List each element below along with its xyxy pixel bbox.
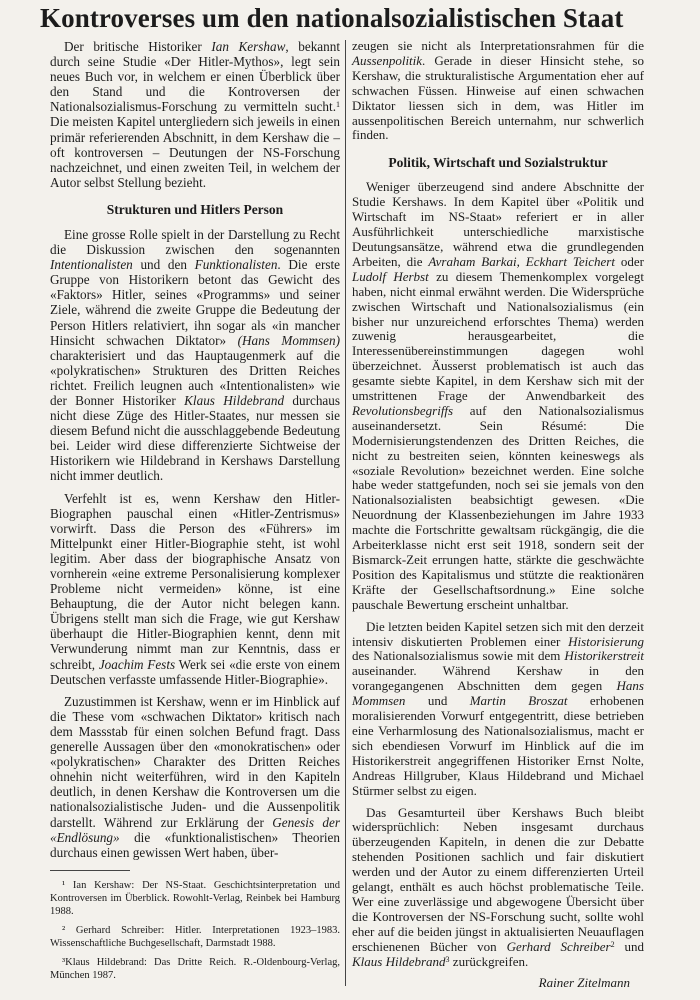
- left-column: [50, 39, 340, 988]
- footnote-ref-2: 2: [610, 939, 615, 949]
- footnote-ref-1: 1: [336, 100, 340, 110]
- author-signature: Rainer Zitelmann: [538, 975, 630, 991]
- footnote-1: ¹ Ian Kershaw: Der NS-Staat. Geschichtsinterpretation und Kontroversen im Überblick. Rowohlt-Verlag, Reinbek bei Hamburg 1988.: [50, 879, 340, 917]
- paragraph-gesamturteil: Das Gesamturteil über Kershaws Buch bleibt widersprüchlich: Neben insgesamt durchaus überzeugenden Kapiteln, in denen die zur Debatte stehenden Positionen sachlich und fair diskutiert werden und der Autor zu einem differenzierten Urteil gelangt, enthält es auch höchst problematische Teile. Wer eine zuverlässige und abgewogene Übersicht über die Kontroversen der NS-Forschung sucht, sollte wohl eher auf die beiden jüngst in aktualisierten Neuauflagen erschienenen Bücher von Gerhard Schreiber$^2$ und Klaus Hildebrand$^3$ zurückgreifen.: [352, 804, 645, 969]
- footnote-divider: [50, 870, 130, 871]
- paragraph-hitler-zentrismus: Verfehlt ist es, wenn Kershaw den Hitler-Biographen pauschal einen «Hitler-Zentrismus» vorwirft. Dass die Person des «Führers» im Mittelpunkt einer Hitler-Biographie steht, ist wohl legitim. Aber dass der biographische Ansatz von vornherein «eine extreme Personalisierung komplexer Probleme nicht vermeiden» könne, ist eine Behauptung, die der Autor nicht belegen kann. Übrigens stellt man sich die Frage, wie gut Kershaw überhaupt die Hitler-Biographien kennt, denn mit Verwunderung nimmt man zur Kenntnis, dass er schreibt, Joachim Fests Werk sei «die erste von einem Deutschen verfasste umfassende Hitler-Biographie».: [50, 490, 341, 687]
- footnote-3: ³Klaus Hildebrand: Das Dritte Reich. R.-Oldenbourg-Verlag, München 1987.: [50, 956, 340, 981]
- paragraph-schwacher-diktator: Zuzustimmen ist Kershaw, wenn er im Hinblick auf die These vom «schwachen Diktator» kritisch nach dem Massstab für einen solchen Befund fragt. Dass generelle Aussagen über den «monokratischen» oder «polykratischen» Charakter des Dritten Reiches ohnehin nicht weiterführen, wird in den Kapiteln deutlich, in denen Kershaw die Kontroversen um die nationalsozialistische Juden- und die Aussenpolitik darstellt. Während zur Erklärung der Genesis der «Endlösung» die «funktionalistischen» Theorien durchaus einen gewissen Wert haben, über-: [50, 693, 340, 860]
- author-name-kershaw: Ian Kershaw: [211, 39, 286, 54]
- footnote-2: ² Gerhard Schreiber: Hitler. Interpretationen 1923–1983. Wissenschaftliche Buchgesellschaft, Darmstadt 1988.: [50, 924, 340, 949]
- right-column: [352, 39, 644, 991]
- section-heading-politik: Politik, Wirtschaft und Sozialstruktur: [388, 155, 608, 171]
- intro-paragraph: Der britische Historiker Ian Kershaw, bekannt durch seine Studie «Der Hitler-Mythos», legt sein neues Buch vor, in welchem er einen Überblick über den Stand und die Kontroversen der Nationalsozialismus-Forschung zu vermitteln sucht.$^1$ Die meisten Kapitel untergliedern sich jeweils in einen primär referierenden Abschnitt, in dem Kershaw die – oft kontroversen – Deutungen der NS-Forschung nachzeichnet, und einen zweiten Teil, in welchem der Autor selbst Stellung bezieht.: [50, 39, 340, 190]
- footnote-ref-3: 3: [445, 954, 450, 964]
- column-divider: [345, 40, 346, 986]
- paragraph-continuation: zeugen sie nicht als Interpretationsrahmen für die Aussenpolitik. Gerade in dieser Hinsicht stehe, so Kershaw, die strukturalistische Argumentation eher auf schwachen Füssen. Hinweise auf einen schwachen Diktator liessen sich in dem, was Hitler im aussenpolitischen Bereich unternahm, nur schwerlich finden.: [352, 38, 644, 143]
- article-headline: Kontroverses um den nationalsozialistischen Staat: [40, 3, 624, 33]
- paragraph-historikerstreit: Die letzten beiden Kapitel setzen sich mit den derzeit intensiv diskutierten Problemen einer Historisierung des Nationalsozialismus sowie mit dem Historikerstreit auseinander. Während Kershaw in den vorangegangenen Abschnitten dem gegen Hans Mommsen und Martin Broszat erhobenen moralisierenden Vorwurf entgegentritt, diese betrieben eine Verharmlosung des Nationalsozialismus, macht er sich ebendiesen Vorwurf im Hinblick auf die im Historikerstreit angegriffenen Historiker Ernst Nolte, Andreas Hillgruber, Klaus Hildebrand und Michael Stürmer selbst zu eigen.: [352, 618, 644, 798]
- paragraph-intentionalisten: Eine grosse Rolle spielt in der Darstellung zu Recht die Diskussion zwischen den sogenannten Intentionalisten und den Funktionalisten. Die erste Gruppe von Historikern betont das Gewicht des «Faktors» Hitler, seines «Programms» und seiner Ziele, während die zweite Gruppe die Bedeutung der Person Hitlers relativiert, ihn sogar als «in mancher Hinsicht schwachen Diktator» (Hans Mommsen) charakterisiert und das Hauptaugenmerk auf die «polykratischen» Strukturen des Dritten Reiches richtet. Freilich leugnen auch «Intentionalisten» wie der Bonner Historiker Klaus Hildebrand durchaus nicht diese Züge des Hitler-Staates, nur messen sie diesem Befund nicht die ausschlaggebende Bedeutung bei. Leider wird diese differenzierte Sichtweise der Historikern wie Hildebrand in Kershaws Darstellung nicht immer deutlich.: [50, 226, 341, 484]
- section-heading-strukturen: Strukturen und Hitlers Person: [106, 201, 284, 217]
- paragraph-wirtschaft: Weniger überzeugend sind andere Abschnitte der Studie Kershaws. In dem Kapitel über «Politik und Wirtschaft im NS-Staat» referiert er in aller Ausführlichkeit unterschiedliche marxistische Deutungsansätze, während etwa die grundlegenden Arbeiten, die Avraham Barkai, Eckhart Teichert oder Ludolf Herbst zu diesem Themenkomplex vorgelegt haben, nicht einmal erwähnt werden. Die Widersprüche zwischen Wirtschaft und Nationalsozialismus (ein bisher nur unzureichend erforschtes Thema) werden zuwenig herausgearbeitet, die Interessenübereinstimmungen dagegen wohl überzeichnet. Äusserst problematisch ist auch das gesamte siebte Kapitel, in dem Kershaw sich mit der umstrittenen Frage der Anwendbarkeit des Revolutionsbegriffs auf den Nationalsozialismus auseinandersetzt. Sein Résumé: Die Modernisierungstendenzen des Dritten Reiches, die nicht zu bestreiten seien, könnten keineswegs als «soziale Revolution» bezeichnet werden. Eine solche habe weder stattgefunden, noch sei sie jemals von den Nationalsozialisten beabsichtigt gewesen. «Die Neuordnung der Klassenbeziehungen im Jahre 1933 machte die Fortschritte gewaltsam rückgängig, die die Arbeiterklasse nicht erst seit 1918, sondern seit der Bismarck-Zeit errungen hatte, stärkte die geschwächte Position des Kapitalismus und stützte die reaktionären Kräfte der Gesellschaftsordnung.» Eine solche pauschale Bewertung erscheint unhaltbar.: [352, 179, 644, 612]
